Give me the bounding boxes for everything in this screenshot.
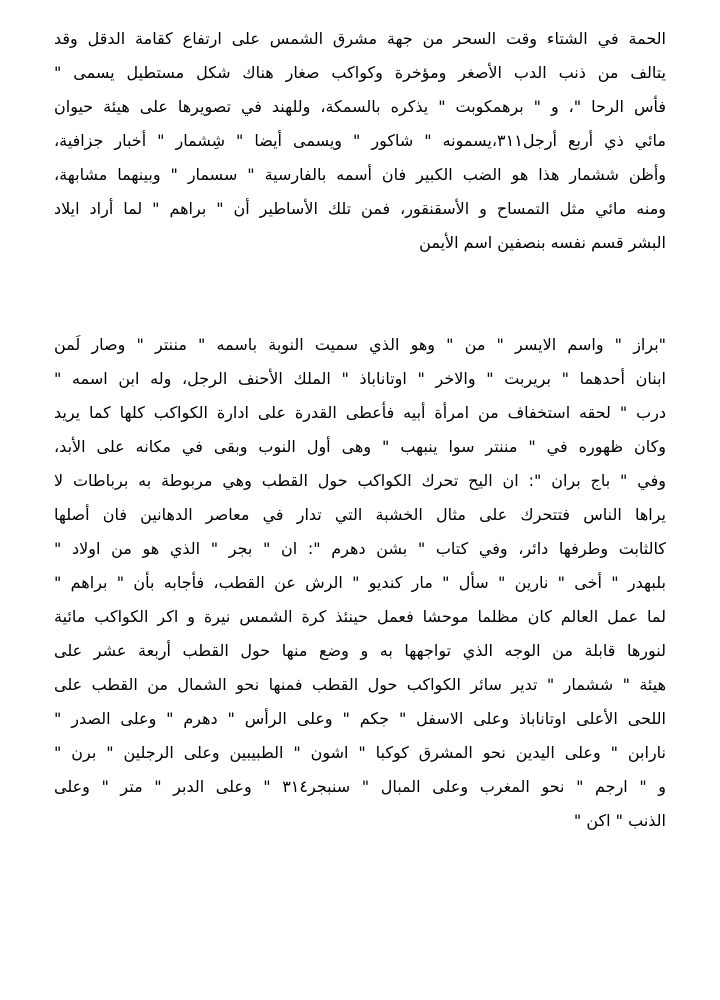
text-line: وكان ظهوره في " مننتر سوا ينبهب " وهى أول النوب وبقى في مكانه على الأبد، — [54, 437, 666, 456]
text-line: و " ارجم " نحو المغرب وعلى المبال " سنبجر٣١٤ " وعلى الدبر " متر " وعلى — [54, 777, 666, 796]
text-line: بلبهدر " أخى " نارين " سأل " مار كنديو " الرش عن القطب، فأجابه بأن " براهم " — [54, 573, 666, 592]
text-line: نارابن " وعلى اليدين نحو المشرق كوكبا " اشون " الطبيبين وعلى الرجلين " برن " — [54, 743, 666, 762]
text-line: يراها الناس فتتحرك على مثال الخشبة التي تدار في معاصر الدهانين فان أصلها — [54, 505, 666, 524]
text-line: ومنه مائي مثل التمساح و الأسقنقور، فمن تلك الأساطير أن " براهم " لما أراد ايلاد — [54, 199, 666, 218]
paragraph-1 — [54, 22, 666, 260]
text-line: كالثابت وطرفها دائر، وفي كتاب " بشن دهرم ": ان " بجر " الذي هو من اولاد " — [54, 539, 666, 558]
text-line: الذنب " اكن " — [573, 811, 666, 830]
text-line: لنورها قابلة من الوجه الذي تواجهها به و وضع منها حول القطب أربعة عشر على — [54, 641, 666, 660]
text-line: البشر قسم نفسه بنصفين اسم الأيمن — [419, 233, 666, 252]
text-line: الحمة في الشتاء وقت السحر من جهة مشرق الشمس على ارتفاع كقامة الدقل وقد — [54, 29, 666, 48]
text-line: فأس الرحا "، و " برهمكوبت " يذكره بالسمكة، وللهند في تصويرها على هيئة حيوان — [54, 97, 666, 116]
text-line: هيئة " ششمار " تدير سائر الكواكب حول القطب فمنها نحو الشمال من القطب على — [54, 675, 666, 694]
text-line: وفي " باج بران ": ان اليح تحرك الكواكب حول القطب وهي مربوطة به برباطات لا — [54, 471, 666, 490]
text-line: اللحى الأعلى اوتاناباذ وعلى الاسفل " جكم " وعلى الرأس " دهرم " وعلى الصدر " — [54, 709, 666, 728]
text-line: درب " لحقه استخفاف من امرأة أبيه فأعطى القدرة على ادارة الكواكب كلها كما يريد — [54, 403, 666, 422]
text-line: "براز " واسم الايسر " من " وهو الذي سميت النوبة باسمه " مننتر " وصار لَمن — [54, 335, 666, 354]
text-line: وأظن ششمار هذا هو الضب الكبير فان أسمه بالفارسية " سسمار " وبينهما مشابهة، — [54, 165, 666, 184]
paragraph-2 — [54, 328, 666, 838]
text-line: يتالف من ذنب الدب الأصغر ومؤخرة وكواكب صغار هناك شكل مستطيل يسمى " — [54, 63, 666, 82]
text-line: لما عمل العالم كان مظلما موحشا فعمل حينئذ كرة الشمس نيرة و اكر الكواكب مائية — [54, 607, 666, 626]
text-line: مائي ذي أربع أرجل٣١١،يسمونه " شاكور " ويسمى أيضا " شِشمار " أخبار جزافية، — [54, 131, 666, 150]
text-line: ابنان أحدهما " بريربت " والاخر " اوتاناباذ " الملك الأحنف الرجل، وله ابن اسمه " — [54, 369, 666, 388]
